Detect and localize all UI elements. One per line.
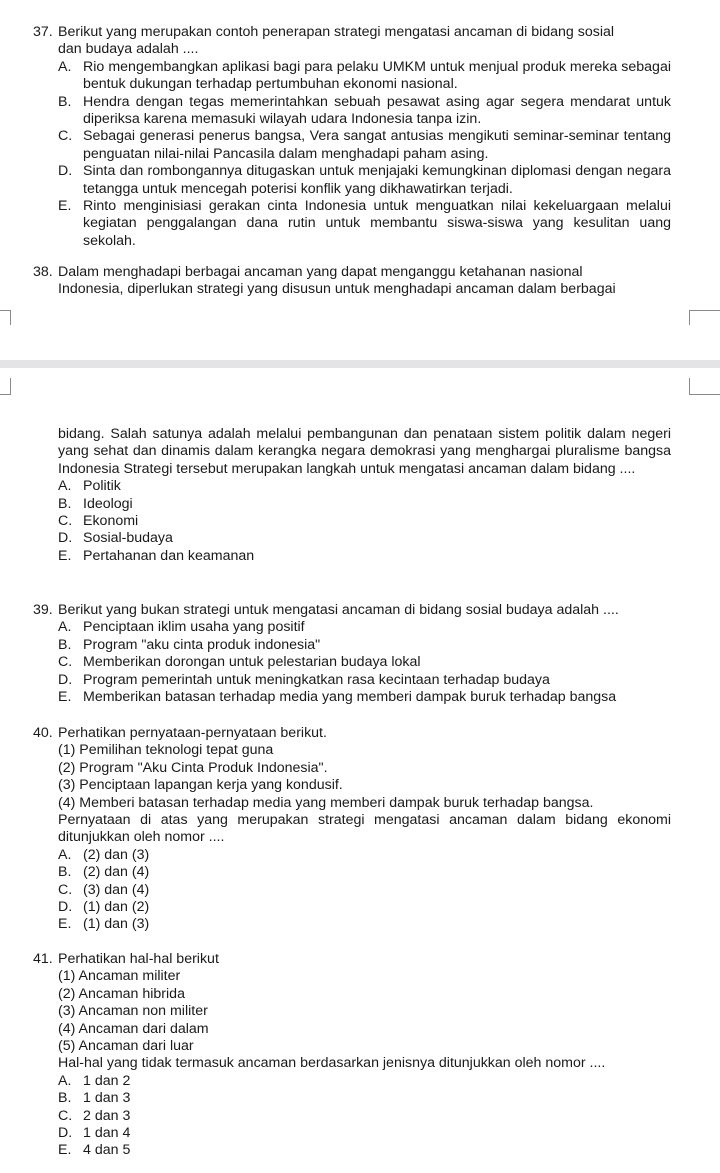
option-label: C.: [58, 881, 73, 898]
option-label: A.: [58, 846, 72, 863]
question-stem-text: Perhatikan hal-hal berikut: [58, 951, 219, 967]
question-stem-text: Perhatikan pernyataan-pernyataan berikut.: [58, 725, 327, 741]
option-text: Penciptaan iklim usaha yang positif: [83, 619, 305, 636]
option-text: Rinto menginisiasi gerakan cinta Indonesia untuk menguatkan nilai kekeluargaan melalui kegiatan penggalangan dana rutin untuk membantu siswa-siswa yang kesulitan uang sekolah.: [83, 198, 671, 249]
option-text: 4 dan 5: [83, 1142, 131, 1159]
question-stem-text: Berikut yang merupakan contoh penerapan strategi mengatasi ancaman di bidang sosial: [58, 24, 615, 40]
option-d[interactable]: [33, 1125, 671, 1142]
question-41-stem: [33, 951, 671, 968]
option-c[interactable]: [33, 128, 671, 163]
option-label: A.: [58, 58, 72, 75]
statement-item: (5) Ancaman dari luar: [58, 1038, 194, 1055]
question-prompt: Hal-hal yang tidak termasuk ancaman berdasarkan jenisnya ditunjukkan oleh nomor ....: [58, 1055, 606, 1072]
option-e[interactable]: [33, 198, 671, 250]
option-d[interactable]: [33, 163, 671, 198]
option-text: Ideologi: [83, 495, 133, 512]
option-text: (2) dan (3): [83, 846, 150, 863]
option-label: B.: [58, 864, 72, 881]
statement-item: (2) Ancaman hibrida: [58, 985, 185, 1002]
page-separator: [0, 360, 720, 368]
question-40-stem: [33, 725, 671, 742]
statement-item: (1) Pemilihan teknologi tepat guna: [58, 742, 274, 759]
option-text: 1 dan 4: [83, 1125, 131, 1142]
option-label: E.: [58, 689, 72, 706]
option-text: (2) dan (4): [83, 864, 150, 881]
question-number: 40.: [33, 725, 53, 741]
option-e[interactable]: [33, 548, 671, 565]
option-text: Hendra dengan tegas memerintahkan sebuah pesawat asing agar segera mendarat untuk diperiksa karena memasuki wilayah udara Indonesia tanpa izin.: [83, 93, 671, 128]
option-label: D.: [58, 163, 73, 180]
option-label: C.: [58, 128, 73, 145]
option-d[interactable]: [33, 530, 671, 547]
option-label: D.: [58, 1125, 73, 1142]
option-e[interactable]: [33, 689, 671, 706]
question-number: 37.: [33, 24, 53, 40]
question-38: [33, 264, 671, 299]
option-label: B.: [58, 636, 72, 653]
question-number: 38.: [33, 264, 53, 280]
crop-corner-mark: [0, 378, 11, 395]
option-label: D.: [58, 899, 73, 916]
question-39: [33, 602, 671, 706]
statement-item: (3) Penciptaan lapangan kerja yang kondusif.: [58, 777, 343, 794]
clipped-previous-line: [60, 0, 280, 3]
option-e[interactable]: [33, 916, 671, 933]
option-text: Sinta dan rombongannya ditugaskan untuk menjajaki kemungkinan diplomasi dengan negara tetangga untuk mencegah poterisi konflik yang dikhawatirkan terjadi.: [83, 163, 671, 197]
option-a[interactable]: [33, 847, 671, 864]
question-38-continued: [33, 426, 671, 565]
question-41: [33, 951, 671, 1160]
option-text: Memberikan batasan terhadap media yang memberi dampak buruk terhadap bangsa: [83, 689, 617, 706]
option-d[interactable]: [33, 672, 671, 689]
statement-item: (4) Ancaman dari dalam: [58, 1020, 209, 1037]
crop-corner-mark: [0, 310, 11, 325]
question-39-stem: [33, 602, 671, 619]
crop-corner-mark: [689, 310, 720, 325]
option-text: 1 dan 2: [83, 1072, 131, 1089]
option-a[interactable]: [33, 619, 671, 636]
option-label: D.: [58, 671, 73, 688]
statement-item: (2) Program "Aku Cinta Produk Indonesia".: [58, 759, 328, 776]
question-stem-text: dan budaya adalah ....: [58, 41, 199, 58]
option-label: A.: [58, 1072, 72, 1089]
option-a[interactable]: [33, 59, 671, 94]
question-stem-continuation: bidang. Salah satunya adalah melalui pembangunan dan penataan sistem politik dalam negeri yang sehat dan dinamis dalam kerangka negara demokrasi yang menghargai pluralisme bangsa Indonesia Strategi tersebut merupakan langkah untuk mengatasi ancaman dalam bidang ....: [58, 426, 671, 477]
option-b[interactable]: [33, 1090, 671, 1107]
option-label: A.: [58, 619, 72, 636]
question-number: 41.: [33, 951, 53, 967]
option-text: Program "aku cinta produk indonesia": [83, 636, 321, 653]
option-b[interactable]: [33, 496, 671, 513]
question-37-stem: [33, 24, 671, 41]
option-label: C.: [58, 654, 73, 671]
question-stem-text: Indonesia, diperlukan strategi yang disusun untuk menghadapi ancaman dalam berbagai: [58, 281, 616, 298]
option-a[interactable]: [33, 1073, 671, 1090]
question-stem-text: Dalam menghadapi berbagai ancaman yang dapat menganggu ketahanan nasional: [58, 264, 583, 280]
option-label: D.: [58, 530, 73, 547]
option-text: Sosial-budaya: [83, 530, 173, 547]
question-37: [33, 24, 671, 250]
option-label: E.: [58, 198, 72, 215]
crop-corner-mark: [689, 378, 720, 395]
option-text: Sebagai generasi penerus bangsa, Vera sangat antusias mengikuti seminar-seminar tentang penguatan nilai-nilai Pancasila dalam menghadapi paham asing.: [83, 128, 671, 162]
option-label: C.: [58, 1107, 73, 1124]
option-text: (1) dan (2): [83, 899, 150, 916]
question-stem-text: Berikut yang bukan strategi untuk mengatasi ancaman di bidang sosial budaya adalah ....: [58, 602, 619, 618]
option-text: Pertahanan dan keamanan: [83, 547, 255, 564]
option-text: Rio mengembangkan aplikasi bagi para pelaku UMKM untuk menjual produk mereka sebagai bentuk dukungan terhadap pertumbuhan ekonomi nasional.: [83, 58, 671, 93]
question-40: [33, 725, 671, 934]
statement-item: (1) Ancaman militer: [58, 968, 181, 985]
option-text: Politik: [83, 478, 121, 495]
option-c[interactable]: [33, 654, 671, 671]
option-text: 1 dan 3: [83, 1090, 131, 1107]
question-number: 39.: [33, 602, 53, 618]
option-text: (3) dan (4): [83, 881, 150, 898]
statement-item: (3) Ancaman non militer: [58, 1003, 208, 1020]
option-label: B.: [58, 93, 72, 110]
statement-item: (4) Memberi batasan terhadap media yang memberi dampak buruk terhadap bangsa.: [58, 794, 594, 811]
option-text: 2 dan 3: [83, 1107, 131, 1124]
option-d[interactable]: [33, 899, 671, 916]
option-e[interactable]: [33, 1142, 671, 1159]
option-text: Ekonomi: [83, 513, 139, 530]
option-label: E.: [58, 547, 72, 564]
option-label: C.: [58, 513, 73, 530]
option-c[interactable]: [33, 1108, 671, 1125]
option-b[interactable]: [33, 94, 671, 129]
page-segment-top: [0, 0, 720, 340]
option-b[interactable]: [33, 637, 671, 654]
option-label: A.: [58, 478, 72, 495]
option-label: B.: [58, 1090, 72, 1107]
option-text: Program pemerintah untuk meningkatkan rasa kecintaan terhadap budaya: [83, 671, 550, 688]
option-text: Memberikan dorongan untuk pelestarian budaya lokal: [83, 654, 421, 671]
option-b[interactable]: [33, 864, 671, 881]
option-label: E.: [58, 916, 72, 933]
option-label: E.: [58, 1142, 72, 1159]
question-prompt: Pernyataan di atas yang merupakan strategi mengatasi ancaman dalam bidang ekonomi ditunjukkan oleh nomor ....: [58, 812, 671, 846]
option-text: (1) dan (3): [83, 916, 150, 933]
option-c[interactable]: [33, 882, 671, 899]
option-c[interactable]: [33, 513, 671, 530]
question-38-stem: [33, 264, 671, 281]
option-label: B.: [58, 495, 72, 512]
option-a[interactable]: [33, 478, 671, 495]
